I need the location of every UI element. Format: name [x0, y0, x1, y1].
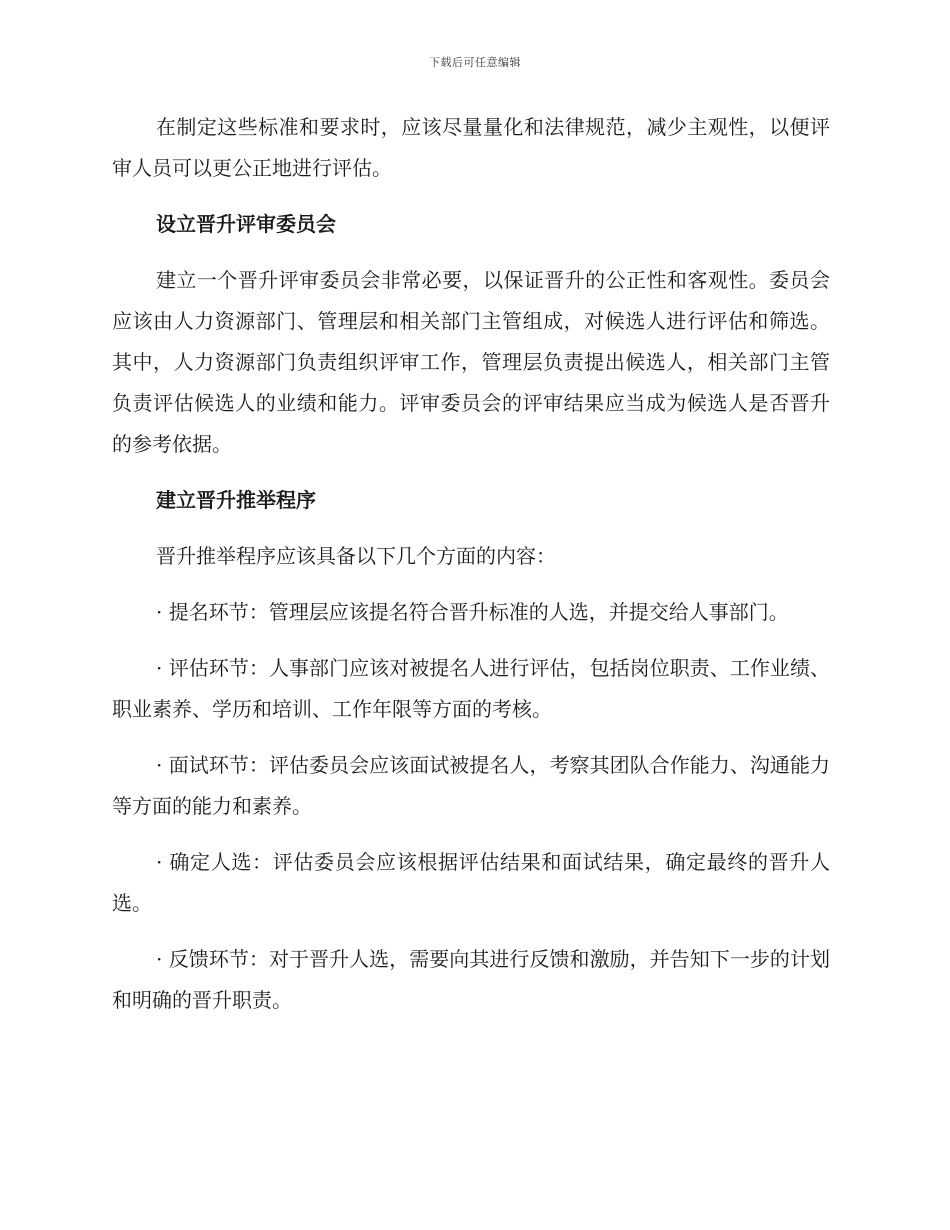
paragraph-review-committee: 建立一个晋升评审委员会非常必要，以保证晋升的公正性和客观性。委员会应该由人力资源部门、管理层和相关部门主管组成，对候选人进行评估和筛选。其中，人力资源部门负责组织评审工作，管理层负责提出候选人，相关部门主管负责评估候选人的业绩和能力。评审委员会的评审结果应当成为候选人是否晋升的参考依据。 — [112, 268, 830, 456]
heading-review-committee: 设立晋升评审委员会 — [156, 212, 336, 236]
list-item-feedback: · 反馈环节：对于晋升人选，需要向其进行反馈和激励，并告知下一步的计划和明确的晋升职责。 — [112, 947, 830, 1012]
list-item-selection: · 确定人选：评估委员会应该根据评估结果和面试结果，确定最终的晋升人选。 — [112, 850, 830, 915]
list-item-interview: · 面试环节：评估委员会应该面试被提名人，考察其团队合作能力、沟通能力等方面的能力和素养。 — [112, 753, 830, 818]
heading-nomination-procedure: 建立晋升推举程序 — [156, 488, 316, 512]
paragraph-standards: 在制定这些标准和要求时，应该尽量量化和法律规范，减少主观性，以便评审人员可以更公正地进行评估。 — [112, 115, 830, 180]
list-item-evaluation: · 评估环节：人事部门应该对被提名人进行评估，包括岗位职责、工作业绩、职业素养、学历和培训、工作年限等方面的考核。 — [112, 656, 830, 721]
list-item-nomination: · 提名环节：管理层应该提名符合晋升标准的人选，并提交给人事部门。 — [156, 600, 789, 624]
paragraph-procedure-intro: 晋升推举程序应该具备以下几个方面的内容： — [156, 544, 556, 568]
page-header: 下载后可任意编辑 — [429, 56, 521, 69]
document-body — [112, 107, 830, 1021]
